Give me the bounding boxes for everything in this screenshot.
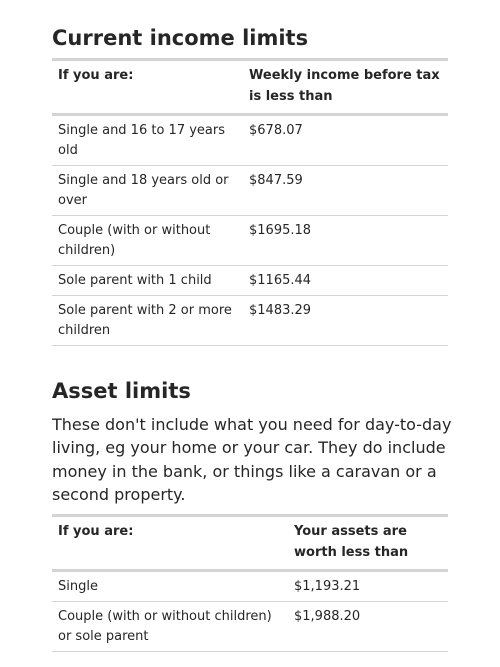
asset-limits-heading: Asset limits (52, 379, 191, 403)
table-row (52, 266, 448, 296)
situation-cell: Single and 18 years old or over (52, 166, 243, 216)
situation-cell: Sole parent with 2 or more children (52, 296, 243, 346)
income-limit-cell: $678.07 (243, 115, 448, 166)
situation-cell: Single (52, 571, 288, 602)
income-limit-cell: $1695.18 (243, 216, 448, 266)
column-header-situation: If you are: (52, 60, 243, 115)
column-header-situation: If you are: (52, 516, 288, 571)
asset-limit-cell: $1,988.20 (288, 602, 448, 652)
column-header-weekly-income: Weekly income before tax is less than (243, 60, 448, 115)
situation-cell: Single and 16 to 17 years old (52, 115, 243, 166)
column-header-asset-limit: Your assets are worth less than (288, 516, 448, 571)
situation-cell: Couple (with or without children) (52, 216, 243, 266)
table-row (52, 571, 448, 602)
income-limits-heading: Current income limits (52, 26, 309, 50)
situation-cell: Sole parent with 1 child (52, 266, 243, 296)
table-row (52, 296, 448, 346)
table-row (52, 115, 448, 166)
asset-limits-table (52, 514, 448, 652)
table-row (52, 602, 448, 652)
table-row (52, 166, 448, 216)
asset-limits-intro: These don't include what you need for day-to-day living, eg your home or your car. They do include money in the bank, or things like a caravan or a second property. (52, 415, 452, 504)
income-limit-cell: $1165.44 (243, 266, 448, 296)
table-header-row (52, 60, 448, 115)
income-limit-cell: $847.59 (243, 166, 448, 216)
asset-limit-cell: $1,193.21 (288, 571, 448, 602)
income-limits-table (52, 58, 448, 346)
income-limit-cell: $1483.29 (243, 296, 448, 346)
situation-cell: Couple (with or without children) or sole parent (52, 602, 288, 652)
table-header-row (52, 516, 448, 571)
table-row (52, 216, 448, 266)
